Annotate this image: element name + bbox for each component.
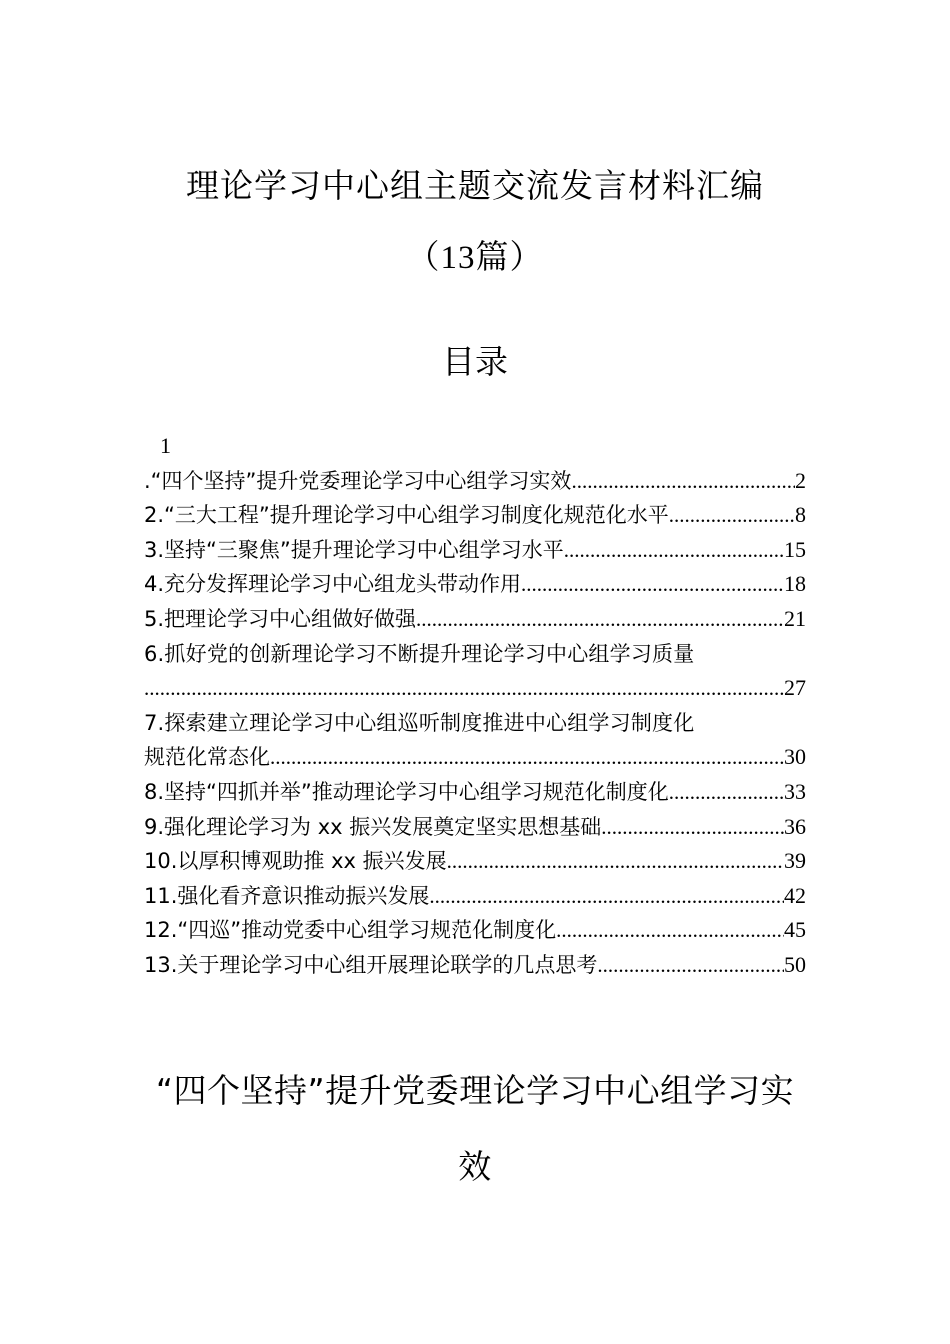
toc-entry-title-continued: 规范化常态化: [144, 745, 270, 770]
toc-entry-title: 6.抓好党的创新理论学习不断提升理论学习中心组学习质量: [144, 641, 695, 666]
toc-leader: [571, 464, 795, 499]
toc-entry[interactable]: [144, 844, 806, 879]
toc-entry-page: 45: [784, 917, 806, 943]
toc-entry[interactable]: [144, 602, 806, 637]
toc-entry-title: 9.强化理论学习为 xx 振兴发展奠定坚实思想基础: [144, 814, 602, 839]
toc-entry-page: 2: [795, 467, 806, 493]
toc-leader: [429, 879, 784, 914]
toc-leader: [144, 671, 784, 706]
toc-entry-title: 12.“四巡”推动党委中心组学习规范化制度化: [144, 918, 557, 943]
toc-entry[interactable]: [144, 706, 806, 775]
toc-entry-title: 10.以厚积博观助推 xx 振兴发展: [144, 849, 447, 874]
toc-entry-page: 27: [784, 675, 806, 701]
toc-entry-title: 2.“三大工程”提升理论学习中心组学习制度化规范化水平: [144, 503, 669, 528]
document-subtitle: （13篇）: [406, 240, 544, 276]
document-title: 理论学习中心组主题交流发言材料汇编: [186, 166, 764, 205]
toc-entry-title: 11.强化看齐意识推动振兴发展: [144, 883, 430, 908]
toc-entry-title: 7.探索建立理论学习中心组巡听制度推进中心组学习制度化: [144, 710, 695, 735]
toc-leader: [447, 844, 784, 879]
toc-leader: [556, 913, 784, 948]
toc-entry[interactable]: [144, 948, 806, 983]
section-title: [144, 1068, 806, 1190]
toc-entry-title: 13.关于理论学习中心组开展理论联学的几点思考: [144, 952, 598, 977]
toc-entry-page: 33: [784, 778, 806, 804]
toc-first-number: 1: [160, 433, 171, 458]
toc-entry-title: 8.坚持“四抓并举”推动理论学习中心组学习规范化制度化: [144, 779, 669, 804]
toc-leader: [521, 567, 784, 602]
section-title-line: “四个坚持”提升党委理论学习中心组学习实: [155, 1071, 795, 1110]
toc-entry[interactable]: [144, 810, 806, 845]
toc-entry[interactable]: [144, 637, 806, 706]
toc-entry-page: 18: [784, 571, 806, 597]
toc-entry-page: 42: [784, 882, 806, 908]
toc-heading: 目录: [442, 342, 508, 381]
toc-leader: [270, 740, 784, 775]
toc-leader: [416, 602, 784, 637]
toc-entry-title: 4.充分发挥理论学习中心组龙头带动作用: [144, 572, 522, 597]
toc-entry-page: 15: [784, 536, 806, 562]
toc-entry-page: 8: [795, 502, 806, 528]
toc-entry[interactable]: [144, 567, 806, 602]
toc-entry-page: 39: [784, 848, 806, 874]
toc-entry-page: 50: [784, 951, 806, 977]
toc-entry-title: .“四个坚持”提升党委理论学习中心组学习实效: [144, 468, 572, 493]
toc-leader: [669, 498, 795, 533]
toc-leader: [669, 775, 784, 810]
toc-entry[interactable]: [144, 533, 806, 568]
toc-entry[interactable]: [144, 775, 806, 810]
toc-entry-title: 5.把理论学习中心组做好做强: [144, 606, 417, 631]
table-of-contents: [144, 429, 806, 983]
toc-entry-title: 3.坚持“三聚焦”提升理论学习中心组学习水平: [144, 537, 564, 562]
toc-entry[interactable]: [144, 913, 806, 948]
section-title-line: 效: [458, 1147, 492, 1186]
toc-entry[interactable]: [144, 879, 806, 914]
toc-leader: [601, 810, 784, 845]
toc-entry-page: 36: [784, 813, 806, 839]
toc-entry-page: 30: [784, 744, 806, 770]
toc-entry[interactable]: [144, 498, 806, 533]
toc-leader: [597, 948, 784, 983]
toc-leader: [564, 533, 784, 568]
toc-entry-page: 21: [784, 605, 806, 631]
toc-entry[interactable]: [144, 464, 806, 499]
